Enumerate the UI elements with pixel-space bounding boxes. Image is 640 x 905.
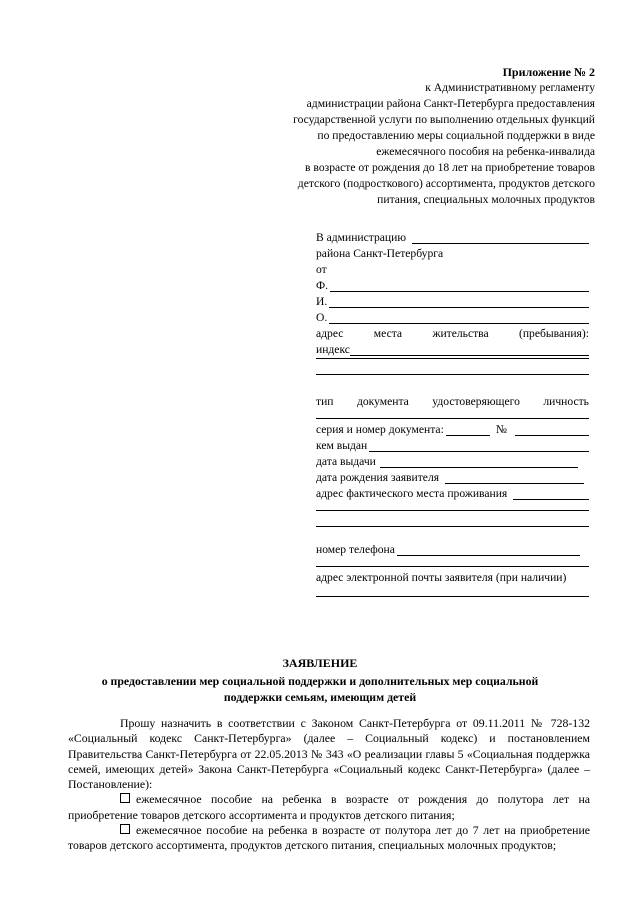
doc-word: удостоверяющего [432, 395, 520, 408]
number-sign: № [495, 423, 507, 436]
admin-field[interactable] [316, 228, 589, 244]
issued-by-field[interactable] [316, 436, 589, 452]
email-line[interactable] [316, 596, 589, 597]
appendix-title: Приложение № 2 [502, 65, 595, 79]
address-word: (пребывания): [518, 327, 589, 340]
phone-field[interactable] [316, 540, 580, 556]
doc-type-label-row [316, 392, 589, 408]
doc-word: тип [316, 395, 334, 408]
address-label-row [316, 324, 589, 340]
index-field[interactable] [316, 340, 589, 356]
name-field[interactable] [316, 292, 589, 308]
statement-title: ЗАЯВЛЕНИЕ [282, 656, 358, 670]
name-label: И. [316, 295, 328, 308]
issued-by-line[interactable] [369, 440, 589, 452]
phone-extra-line[interactable] [316, 566, 589, 567]
index-line[interactable] [350, 344, 589, 356]
checkbox-option-1[interactable] [120, 793, 130, 803]
from-row [316, 260, 589, 276]
index-label: индекс [316, 343, 350, 356]
birth-date-label: дата рождения заявителя [316, 471, 440, 484]
district-label: района Санкт-Петербурга [316, 247, 444, 260]
option-2-text: ежемесячное пособие на ребенка в возрасте от полутора лет до 7 лет на приобретение товаров детского ассортимента, продуктов детского питания, специальных молочных продуктов; [68, 823, 590, 853]
issue-date-field[interactable] [316, 452, 578, 468]
doc-series-field[interactable] [316, 420, 589, 436]
admin-label: В администрацию [316, 231, 406, 244]
address-line[interactable] [316, 374, 589, 375]
issued-by-label: кем выдан [316, 439, 368, 452]
actual-address-line[interactable] [513, 488, 589, 500]
series-line[interactable] [446, 424, 490, 436]
actual-address-line[interactable] [316, 526, 589, 527]
option-1 [68, 792, 590, 823]
address-word: адрес [316, 327, 344, 340]
actual-address-line[interactable] [316, 510, 589, 511]
from-label: от [316, 263, 327, 276]
address-word: места [373, 327, 403, 340]
number-line[interactable] [515, 424, 589, 436]
doc-word: личность [543, 395, 589, 408]
appendix-line: питания, специальных молочных продуктов [377, 193, 595, 206]
birth-date-line[interactable] [445, 472, 584, 484]
appendix-line: по предоставлению меры социальной поддержки в виде [317, 129, 595, 142]
admin-line[interactable] [412, 232, 589, 244]
doc-type-line[interactable] [316, 418, 589, 419]
appendix-line: к Административному регламенту [425, 81, 595, 94]
surname-line[interactable] [330, 280, 589, 292]
doc-word: документа [356, 395, 409, 408]
email-label: адрес электронной почты заявителя (при наличии) [316, 571, 567, 584]
option-1-text: ежемесячное пособие на ребенка в возрасте от рождения до полутора лет на приобретение товаров детского ассортимента и продуктов детского питания; [68, 792, 590, 822]
appendix-line: государственной услуги по выполнению отдельных функций [293, 113, 595, 126]
appendix-line: детского (подросткового) ассортимента, продуктов детского [297, 177, 595, 190]
surname-field[interactable] [316, 276, 589, 292]
statement-subtitle: о предоставлении мер социальной поддержки и дополнительных мер социальной поддержки семьям, имеющим детей [101, 674, 539, 704]
patronymic-line[interactable] [329, 312, 589, 324]
name-line[interactable] [329, 296, 589, 308]
email-row [316, 568, 589, 584]
issue-date-label: дата выдачи [316, 455, 376, 468]
issue-date-line[interactable] [380, 456, 578, 468]
birth-date-field[interactable] [316, 468, 584, 484]
appendix-line: ежемесячного пособия на ребенка-инвалида [376, 145, 595, 158]
appendix-line: в возрасте от рождения до 18 лет на приобретение товаров [305, 161, 595, 174]
phone-line[interactable] [397, 544, 580, 556]
phone-label: номер телефона [316, 543, 395, 556]
address-word: жительства [432, 327, 489, 340]
actual-address-field[interactable] [316, 484, 589, 500]
series-label: серия и номер документа: [316, 423, 444, 436]
intro-paragraph: Прошу назначить в соответствии с Законом Санкт-Петербурга от 09.11.2011 № 728-132 «Социальный кодекс Санкт-Петербурга» (далее – Социальный кодекс) и постановлением Правительства Санкт-Петербурга от 22.05.2013 № 343 «О реализации главы 5 «Социальная поддержка семей, имеющих детей» Закона Санкт-Петербурга «Социальный кодекс Санкт-Петербурга» (далее – Постановление): [68, 716, 590, 792]
appendix-line: администрации района Санкт-Петербурга предоставления [306, 97, 595, 110]
surname-label: Ф. [316, 279, 329, 292]
patronymic-field[interactable] [316, 308, 589, 324]
actual-address-label: адрес фактического места проживания [316, 487, 508, 500]
district-row [316, 244, 589, 260]
address-line[interactable] [316, 358, 589, 359]
patronymic-label: О. [316, 311, 328, 324]
checkbox-option-2[interactable] [120, 824, 130, 834]
option-2 [68, 823, 590, 854]
statement-body [68, 716, 590, 854]
